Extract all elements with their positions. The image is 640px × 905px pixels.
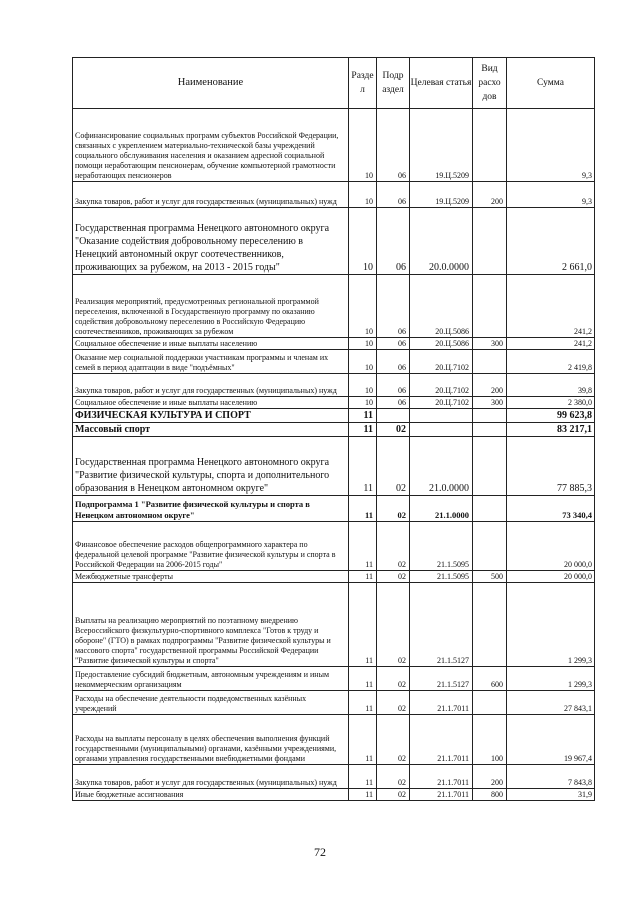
row-type: 100 <box>473 715 507 765</box>
row-target: 21.1.0000 <box>410 496 473 522</box>
row-subsection: 02 <box>377 496 410 522</box>
row-sum: 20 000,0 <box>507 522 595 571</box>
row-subsection: 06 <box>377 338 410 350</box>
page-number: 72 <box>314 845 326 859</box>
table-row <box>73 275 595 338</box>
row-sum: 20 000,0 <box>507 571 595 583</box>
table-row <box>73 522 595 571</box>
row-type: 200 <box>473 374 507 397</box>
row-type <box>473 350 507 374</box>
row-subsection: 02 <box>377 715 410 765</box>
table-row <box>73 715 595 765</box>
row-subsection: 02 <box>377 667 410 691</box>
row-target: 20.0.0000 <box>410 208 473 275</box>
row-subsection: 02 <box>377 522 410 571</box>
header-name: Наименование <box>73 58 349 109</box>
row-type: 500 <box>473 571 507 583</box>
table-row <box>73 423 595 437</box>
row-name: Государственная программа Ненецкого автономного округа "Оказание содействия добровольному переселению в Ненецкий автономный округ соотечественников, проживающих за рубежом, на 2013 - 2015 годы" <box>73 208 349 275</box>
row-target <box>410 409 473 423</box>
row-type <box>473 409 507 423</box>
row-sum: 7 843,8 <box>507 765 595 789</box>
row-type: 800 <box>473 789 507 801</box>
row-section: 10 <box>349 182 377 208</box>
header-section: Разде л <box>349 58 377 109</box>
row-section: 11 <box>349 667 377 691</box>
row-name: Закупка товаров, работ и услуг для государственных (муниципальных) нужд <box>73 765 349 789</box>
row-target: 19.Ц.5209 <box>410 182 473 208</box>
row-type <box>473 437 507 496</box>
row-target: 21.1.5127 <box>410 667 473 691</box>
row-section: 10 <box>349 275 377 338</box>
header-target: Целевая статья <box>410 58 473 109</box>
row-name: Предоставление субсидий бюджетным, автономным учреждениям и иным некоммерческим организациям <box>73 667 349 691</box>
row-section: 11 <box>349 423 377 437</box>
row-target: 21.1.5095 <box>410 571 473 583</box>
row-section: 11 <box>349 691 377 715</box>
row-name: Оказание мер социальной поддержки участникам программы и членам их семей в период адаптации в виде "подъёмных" <box>73 350 349 374</box>
row-sum: 39,8 <box>507 374 595 397</box>
row-subsection: 02 <box>377 789 410 801</box>
row-subsection: 02 <box>377 571 410 583</box>
table-row <box>73 583 595 667</box>
table-row <box>73 338 595 350</box>
row-subsection: 06 <box>377 350 410 374</box>
row-subsection: 06 <box>377 182 410 208</box>
row-type: 200 <box>473 765 507 789</box>
row-target: 19.Ц.5209 <box>410 109 473 182</box>
row-target: 21.1.5127 <box>410 583 473 667</box>
table-row <box>73 571 595 583</box>
row-sum: 1 299,3 <box>507 583 595 667</box>
row-type: 600 <box>473 667 507 691</box>
row-sum: 2 380,0 <box>507 397 595 409</box>
row-sum: 99 623,8 <box>507 409 595 423</box>
header-sum: Сумма <box>507 58 595 109</box>
row-section: 11 <box>349 409 377 423</box>
row-type <box>473 208 507 275</box>
row-name: Расходы на обеспечение деятельности подведомственных казённых учреждений <box>73 691 349 715</box>
row-section: 11 <box>349 437 377 496</box>
row-type <box>473 496 507 522</box>
table-row <box>73 374 595 397</box>
row-name: Финансовое обеспечение расходов общепрограммного характера по федеральной целевой программе "Развитие физической культуры и спорта в Российской Федерации на 2006-2015 годы" <box>73 522 349 571</box>
table-row <box>73 397 595 409</box>
row-name: Подпрограмма 1 "Развитие физической культуры и спорта в Ненецком автономном округе" <box>73 496 349 522</box>
row-section: 11 <box>349 789 377 801</box>
row-type: 300 <box>473 397 507 409</box>
row-name: Социальное обеспечение и иные выплаты населению <box>73 338 349 350</box>
row-subsection: 02 <box>377 423 410 437</box>
row-subsection: 02 <box>377 765 410 789</box>
row-sum: 2 419,8 <box>507 350 595 374</box>
table-row <box>73 691 595 715</box>
row-name: Софинансирование социальных программ субъектов Российской Федерации, связанных с укреплением материально-технической базы учреждений социального обслуживания населения и оказанием адресной социальной помощи неработающим пенсионерам, обучение компьютерной грамотности неработающих пенсионеров <box>73 109 349 182</box>
row-sum: 83 217,1 <box>507 423 595 437</box>
table-row <box>73 437 595 496</box>
table-row <box>73 208 595 275</box>
table-row <box>73 789 595 801</box>
row-name: Реализация мероприятий, предусмотренных региональной программой переселения, включенной в Государственную программу по оказанию содействия добровольному переселению в Российскую Федерацию соотечественников, проживающих за рубежом <box>73 275 349 338</box>
row-section: 11 <box>349 522 377 571</box>
row-name: Иные бюджетные ассигнования <box>73 789 349 801</box>
budget-table <box>72 57 595 801</box>
row-target: 20.Ц.7102 <box>410 397 473 409</box>
row-subsection: 02 <box>377 437 410 496</box>
header-subsection: Подр аздел <box>377 58 410 109</box>
row-type <box>473 691 507 715</box>
row-section: 10 <box>349 208 377 275</box>
row-subsection: 06 <box>377 275 410 338</box>
row-subsection: 06 <box>377 208 410 275</box>
row-sum: 241,2 <box>507 275 595 338</box>
row-target: 21.1.5095 <box>410 522 473 571</box>
row-target: 21.1.7011 <box>410 715 473 765</box>
table-row <box>73 182 595 208</box>
row-type <box>473 583 507 667</box>
row-sum: 19 967,4 <box>507 715 595 765</box>
row-section: 10 <box>349 338 377 350</box>
row-section: 10 <box>349 109 377 182</box>
row-sum: 1 299,3 <box>507 667 595 691</box>
row-name: Расходы на выплаты персоналу в целях обеспечения выполнения функций государственными (муниципальными) органами, казёнными учреждениями, органами управления государственными внебюджетными фондами <box>73 715 349 765</box>
table-row <box>73 667 595 691</box>
row-subsection: 02 <box>377 691 410 715</box>
row-section: 10 <box>349 374 377 397</box>
row-name: Межбюджетные трансферты <box>73 571 349 583</box>
row-section: 11 <box>349 765 377 789</box>
row-section: 11 <box>349 583 377 667</box>
row-target: 20.Ц.5086 <box>410 338 473 350</box>
row-sum: 27 843,1 <box>507 691 595 715</box>
row-name: Закупка товаров, работ и услуг для государственных (муниципальных) нужд <box>73 374 349 397</box>
row-type <box>473 423 507 437</box>
row-sum: 31,9 <box>507 789 595 801</box>
row-subsection: 06 <box>377 374 410 397</box>
row-section: 10 <box>349 397 377 409</box>
row-section: 10 <box>349 350 377 374</box>
row-target: 20.Ц.7102 <box>410 374 473 397</box>
row-target: 21.0.0000 <box>410 437 473 496</box>
row-section: 11 <box>349 571 377 583</box>
table-row <box>73 350 595 374</box>
table-row <box>73 496 595 522</box>
row-type <box>473 109 507 182</box>
row-sum: 77 885,3 <box>507 437 595 496</box>
row-sum: 9,3 <box>507 182 595 208</box>
row-subsection <box>377 409 410 423</box>
row-name: Государственная программа Ненецкого автономного округа "Развитие физической культуры, спорта и дополнительного образования в Ненецком автономном округе" <box>73 437 349 496</box>
row-sum: 2 661,0 <box>507 208 595 275</box>
row-type: 200 <box>473 182 507 208</box>
row-section: 11 <box>349 715 377 765</box>
row-target <box>410 423 473 437</box>
row-name: Выплаты на реализацию мероприятий по поэтапному внедрению Всероссийского физкультурно-спортивного комплекса "Готов к труду и обороне" (ГТО) в рамках подпрограммы "Развитие физической культуры и массового спорта" государственной программы Российской Федерации "Развитие физической культуры и спорта" <box>73 583 349 667</box>
table-row <box>73 409 595 423</box>
row-subsection: 02 <box>377 583 410 667</box>
row-type <box>473 522 507 571</box>
row-target: 21.1.7011 <box>410 789 473 801</box>
row-type: 300 <box>473 338 507 350</box>
row-target: 20.Ц.5086 <box>410 275 473 338</box>
row-target: 21.1.7011 <box>410 691 473 715</box>
row-sum: 9,3 <box>507 109 595 182</box>
row-subsection: 06 <box>377 109 410 182</box>
row-section: 11 <box>349 496 377 522</box>
row-sum: 241,2 <box>507 338 595 350</box>
row-name: Социальное обеспечение и иные выплаты населению <box>73 397 349 409</box>
row-sum: 73 340,4 <box>507 496 595 522</box>
row-target: 21.1.7011 <box>410 765 473 789</box>
row-subsection: 06 <box>377 397 410 409</box>
header-row <box>73 58 595 109</box>
row-target: 20.Ц.7102 <box>410 350 473 374</box>
row-name: Массовый спорт <box>73 423 349 437</box>
header-type: Вид расхо дов <box>473 58 507 109</box>
table-row <box>73 109 595 182</box>
row-name: ФИЗИЧЕСКАЯ КУЛЬТУРА И СПОРТ <box>73 409 349 423</box>
row-name: Закупка товаров, работ и услуг для государственных (муниципальных) нужд <box>73 182 349 208</box>
row-type <box>473 275 507 338</box>
table-row <box>73 765 595 789</box>
